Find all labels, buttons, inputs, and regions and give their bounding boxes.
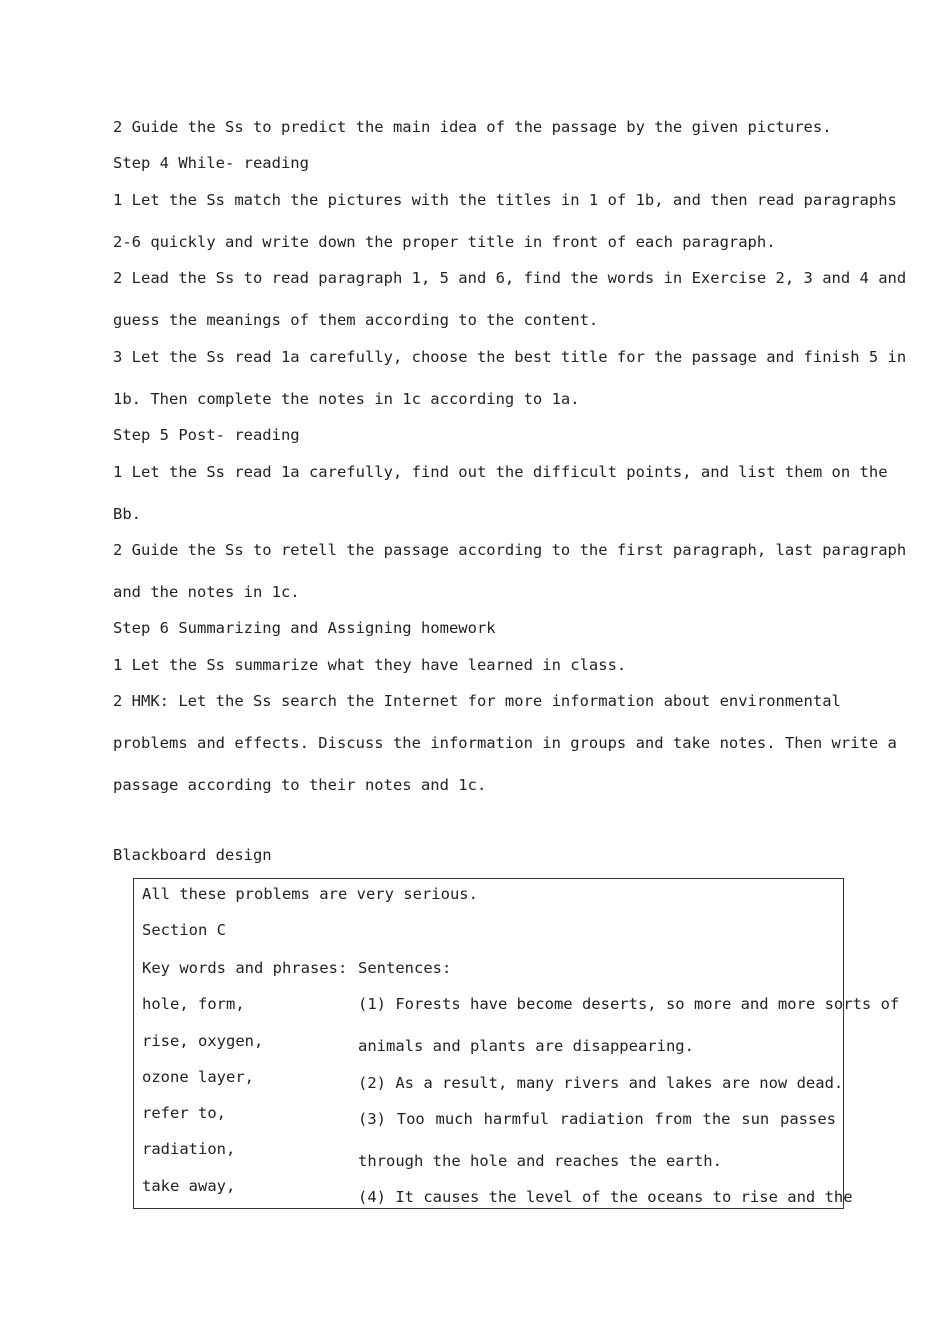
sentence-line: (4) It causes the level of the oceans to rise and the	[358, 1188, 853, 1206]
text-line: guess the meanings of them according to the content.	[113, 311, 599, 329]
text-line: 1b. Then complete the notes in 1c according to 1a.	[113, 390, 580, 408]
key-word-item: refer to,	[142, 1104, 226, 1122]
key-words-label: Key words and phrases:	[142, 959, 348, 977]
text-line: 1 Let the Ss summarize what they have learned in class.	[113, 656, 627, 674]
sentence-line: (1) Forests have become deserts, so more and more sorts of	[358, 995, 900, 1013]
step-heading: Step 4 While- reading	[113, 154, 309, 172]
blackboard-heading: Blackboard design	[113, 846, 272, 864]
step-heading: Step 6 Summarizing and Assigning homework	[113, 619, 496, 637]
text-line: 2 Lead the Ss to read paragraph 1, 5 and 6, find the words in Exercise 2, 3 and 4 and	[113, 269, 907, 287]
text-line: 1 Let the Ss match the pictures with the titles in 1 of 1b, and then read paragraphs	[113, 191, 897, 209]
sentences-label: Sentences:	[358, 959, 452, 977]
text-line: 2-6 quickly and write down the proper title in front of each paragraph.	[113, 233, 776, 251]
step-heading: Step 5 Post- reading	[113, 426, 300, 444]
sentence-line: animals and plants are disappearing.	[358, 1037, 694, 1055]
text-line: Bb.	[113, 505, 141, 523]
key-word-item: hole, form,	[142, 995, 245, 1013]
text-line: and the notes in 1c.	[113, 583, 300, 601]
text-line: 1 Let the Ss read 1a carefully, find out the difficult points, and list them on the	[113, 463, 888, 481]
key-word-item: ozone layer,	[142, 1068, 254, 1086]
blackboard-section: Section C	[142, 921, 226, 939]
text-line: passage according to their notes and 1c.	[113, 776, 487, 794]
text-line: 2 Guide the Ss to retell the passage according to the first paragraph, last paragraph	[113, 541, 907, 559]
text-line: 3 Let the Ss read 1a carefully, choose the best title for the passage and finish 5 in	[113, 348, 907, 366]
text-line: 2 HMK: Let the Ss search the Internet for more information about environmental	[113, 692, 841, 710]
sentence-line: (3) Too much harmful radiation from the sun passes	[358, 1110, 836, 1128]
sentence-line: (2) As a result, many rivers and lakes are now dead.	[358, 1074, 844, 1092]
blackboard-intro: All these problems are very serious.	[142, 885, 478, 903]
key-word-item: radiation,	[142, 1140, 236, 1158]
key-word-item: take away,	[142, 1177, 236, 1195]
blackboard-box	[133, 878, 900, 1209]
key-word-item: rise, oxygen,	[142, 1032, 264, 1050]
sentence-line: through the hole and reaches the earth.	[358, 1152, 722, 1170]
text-line: problems and effects. Discuss the information in groups and take notes. Then write a	[113, 734, 897, 752]
text-line: 2 Guide the Ss to predict the main idea of the passage by the given pictures.	[113, 118, 832, 136]
